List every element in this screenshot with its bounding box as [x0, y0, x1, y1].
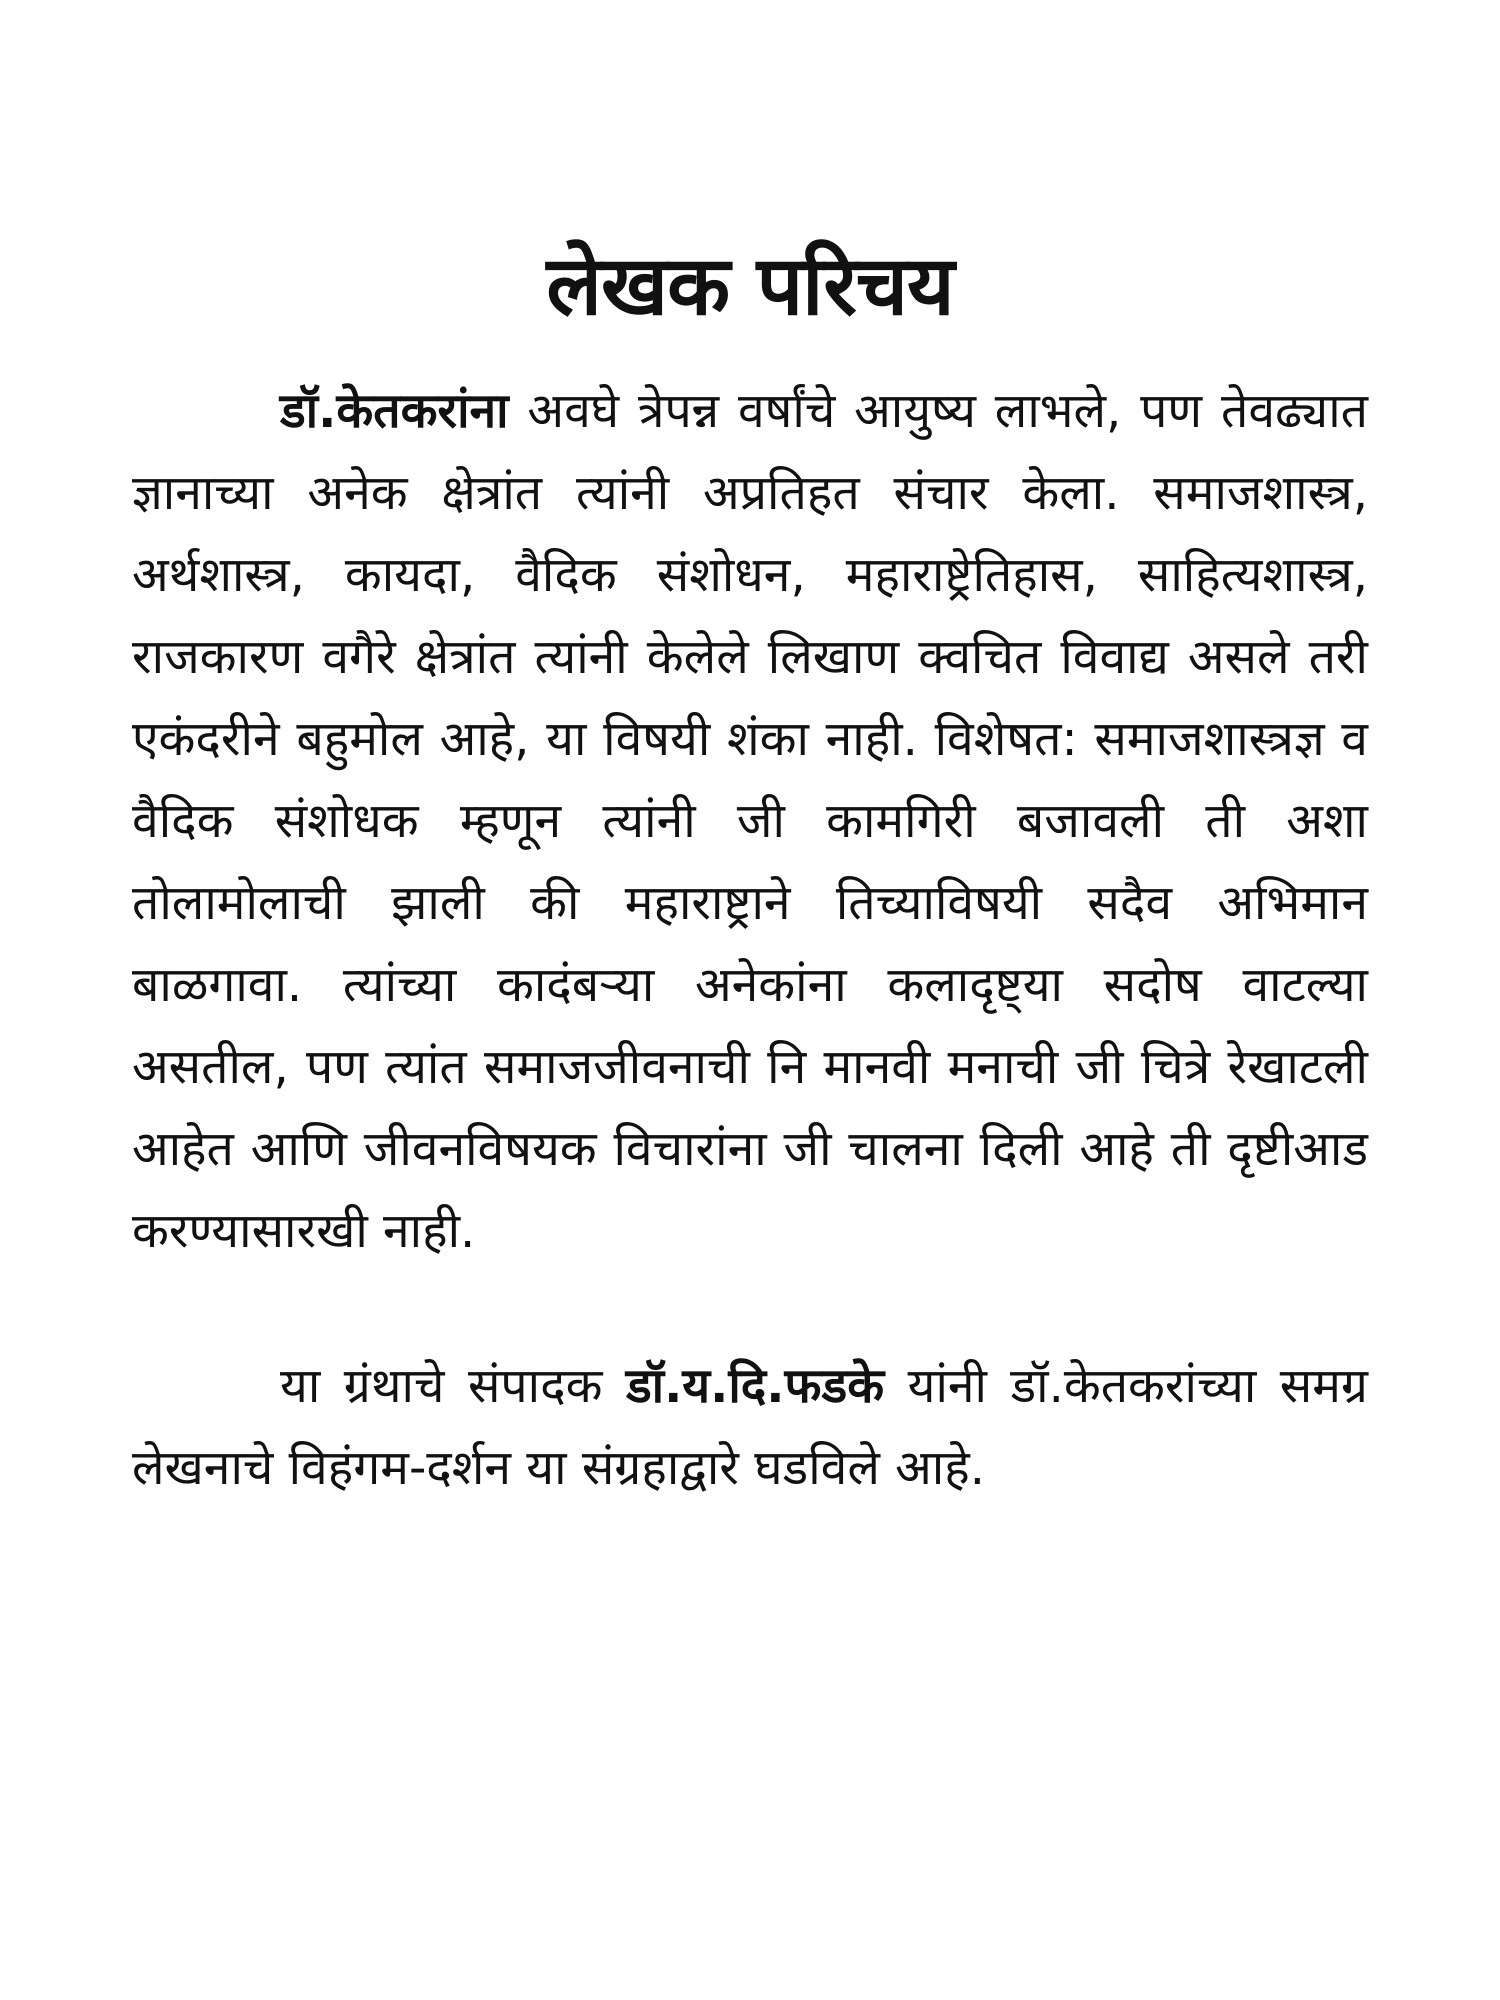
author-name: डॉ.केतकरांना — [280, 383, 509, 439]
author-intro-paragraph — [132, 370, 1368, 1272]
editor-name: डॉ.य.दि.फडके — [625, 1358, 885, 1414]
editor-text-before: या ग्रंथाचे संपादक — [280, 1358, 626, 1414]
page-title: लेखक परिचय — [546, 239, 954, 334]
editor-text-after: यांनी डॉ.केतकरांच्या समग्र लेखनाचे विहंगम-दर्शन या संग्रहाद्वारे घडविले आहे. — [132, 1358, 1368, 1496]
author-intro-text: अवघे त्रेपन्न वर्षांचे आयुष्य लाभले, पण तेवढ्यात ज्ञानाच्या अनेक क्षेत्रांत त्यांनी अप्रतिहत संचार केला. समाजशास्त्र, अर्थशास्त्र, कायदा, वैदिक संशोधन, महाराष्ट्रेतिहास, साहित्यशास्त्र, राजकारण वगैरे क्षेत्रांत त्यांनी केलेले लिखाण क्वचित विवाद्य असले तरी एकंदरीने बहुमोल आहे, या विषयी शंका नाही. विशेषत: समाजशास्त्रज्ञ व वैदिक संशोधक म्हणून त्यांनी जी कामगिरी बजावली ती अशा तोलामोलाची झाली की महाराष्ट्राने तिच्याविषयी सदैव अभिमान बाळगावा. त्यांच्या कादंबऱ्या अनेकांना कलादृष्ट्या सदोष वाटल्या असतील, पण त्यांत समाजजीवनाची नि मानवी मनाची जी चित्रे रेखाटली आहेत आणि जीवनविषयक विचारांना जी चालना दिली आहे ती दृष्टीआड करण्यासारखी नाही. — [132, 383, 1368, 1259]
editor-paragraph — [132, 1345, 1368, 1509]
